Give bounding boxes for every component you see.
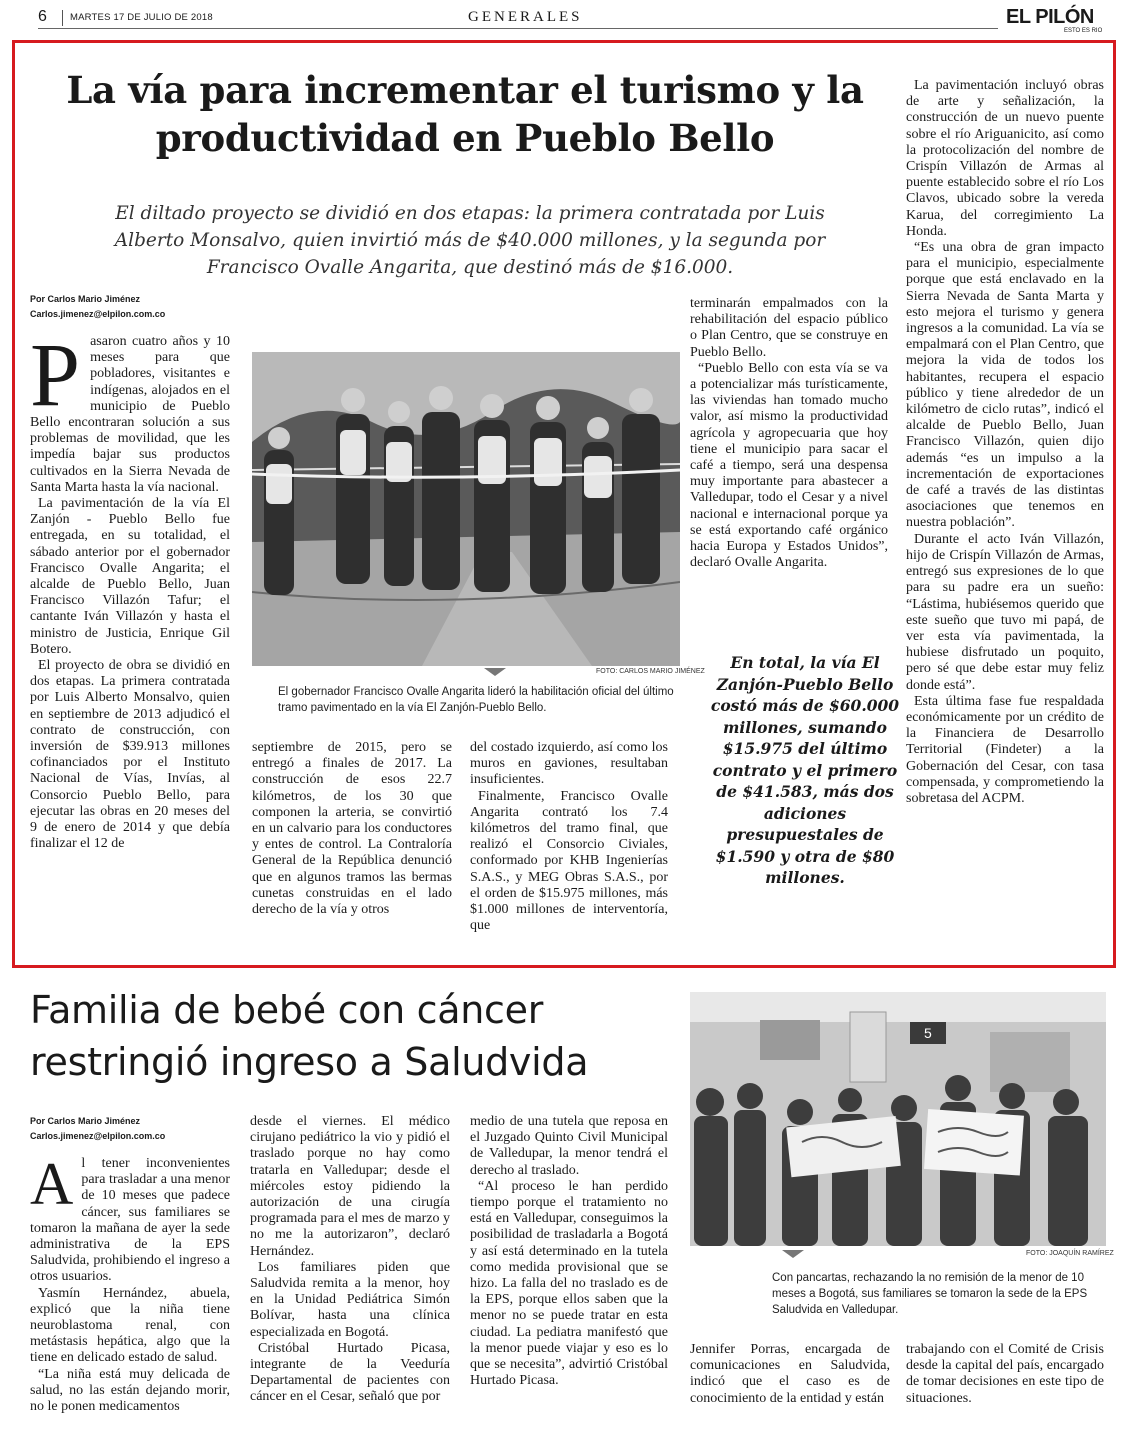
caption-line: El gobernador Francisco Ovalle Angarita lideró la habilitación oficial del último xyxy=(278,686,674,698)
ribbon-cutting-photo xyxy=(252,352,680,666)
paragraph: La pavimentación de la vía El Zanjón - Pueblo Bello fue entregada, en su totalidad, el sábado anterior por el gobernador Francisco Ovalle Angarita; el alcalde de Pueblo Bello, Juan Francisco Villazón Tafur; el cantante Iván Villazón y hasta el ministro de Justicia, Enrique Gil Botero. xyxy=(30,496,230,657)
byline-author: Por Carlos Mario Jiménez xyxy=(30,1116,141,1126)
paragraph: Los familiares piden que Saludvida remita a la menor, hoy en la Unidad Pediátrica Simón Bolívar, hasta una clínica especializada en Bogotá. xyxy=(250,1259,450,1340)
paragraph: La pavimentación incluyó obras de arte y señalización, la construcción de un nuevo puente sobre el río Ariguanicito, así como la protocolización del nombre de Crispín Villazón de Armas al puente establecido sobre el río Los Clavos, ubicado sobre la vereda Karua, del corregimiento La Honda. xyxy=(906,78,1104,239)
article-2-byline xyxy=(30,1114,165,1144)
caption-pointer-icon xyxy=(484,668,506,676)
paragraph: “La niña está muy delicada de salud, no las están dejando morir, no le ponen medicamentos xyxy=(30,1366,230,1415)
paragraph: “Al proceso le han perdido tiempo porque el tratamiento no está en Valledupar, conseguimos la posibilidad de trasladarla a Bogotá y así está determinado en la tutela como medida provisional que se hizo. La falla del no traslado es de la EPS, porque ellos saben que la menor no se puede tratar en esta ciudad. La pediatra manifestó que la menor puede viajar y eso es lo que se necesita”, advirtió Cristóbal Hurtado Picasa. xyxy=(470,1178,668,1389)
section-title: GENERALES xyxy=(468,9,583,25)
photo-illustration xyxy=(252,352,680,666)
article-2-column-1 xyxy=(30,1151,230,1415)
photo-2-caption xyxy=(772,1270,1102,1318)
logo-tagline: ESTO ES RIO xyxy=(1064,28,1103,34)
subtitle-line-2: Alberto Monsalvo, quien invirtió más de $40.000 millones, y la segunda por xyxy=(114,230,826,251)
caption-line: meses a Bogotá, sus familiares se tomaron la sede de la EPS xyxy=(772,1288,1088,1300)
paragraph: septiembre de 2015, pero se entregó a finales de 2017. La construcción de esos 22.7 kilómetros, de los 30 que componen la arteria, se convirtió en un calvario para los conductores y entes de control. La Contraloría General de la República denunció que en algunos tramos las bermas cunetas construidas en el lado derecho de la vía y otros xyxy=(252,740,452,918)
article-1-column-5 xyxy=(906,78,1104,807)
caption-line: Con pancartas, rechazando la no remisión de la menor de 10 xyxy=(772,1272,1084,1284)
edition-date: MARTES 17 DE JULIO DE 2018 xyxy=(70,12,213,23)
protest-photo xyxy=(690,992,1106,1246)
paragraph xyxy=(30,326,230,496)
subtitle-line-3: Francisco Ovalle Angarita, que destinó más de $16.000. xyxy=(206,257,734,278)
photo-2-credit: FOTO: JOAQUÍN RAMÍREZ xyxy=(1026,1250,1114,1257)
paragraph-text: l tener inconvenientes para trasladar a una menor de 10 meses que padece cáncer, sus familiares se tomaron la mañana de ayer la sede administrativa de la EPS Saludvida, prohibiendo el ingreso a otros usuarios. xyxy=(30,1156,230,1285)
article-1-headline xyxy=(30,66,900,162)
article-1-byline xyxy=(30,292,165,322)
byline-email[interactable]: Carlos.jimenez@elpilon.com.co xyxy=(30,1131,166,1141)
article-1-column-2 xyxy=(252,740,452,918)
paragraph: medio de una tutela que reposa en el Juzgado Quinto Civil Municipal de Valledupar, la menor tendrá el derecho al traslado. xyxy=(470,1114,668,1178)
photo-1-credit: FOTO: CARLOS MARIO JIMÉNEZ xyxy=(596,668,705,675)
headline-line-1: Familia de bebé con cáncer xyxy=(30,988,544,1032)
paragraph: El proyecto de obra se dividió en dos etapas. La primera contratada por Luis Alberto Monsalvo, quien en septiembre de 2013 adjudicó el contrato de construcción, con inversión de $39.913 millones cofinanciados por el Instituto Nacional de Vías, Invías, al Consorcio Pueblo Bello, para ejecutar las obras en 20 meses del 9 de enero de 2014 y que debía finalizar el 12 de xyxy=(30,658,230,852)
paragraph: terminarán empalmados con la rehabilitación del espacio público o Plan Centro, que se construye en Pueblo Bello. xyxy=(690,296,888,360)
byline-author: Por Carlos Mario Jiménez xyxy=(30,294,141,304)
article-2-column-2 xyxy=(250,1114,450,1406)
article-2-column-3 xyxy=(470,1114,668,1389)
caption-pointer-icon xyxy=(782,1250,804,1258)
drop-cap: A xyxy=(30,1151,74,1217)
paragraph: Yasmín Hernández, abuela, explicó que la niña tiene neuroblastoma renal, con metástasis hepática, algo que la tiene en delicado estado de salud. xyxy=(30,1285,230,1366)
headline-line-2: restringió ingreso a Saludvida xyxy=(30,1040,589,1084)
paragraph: Cristóbal Hurtado Picasa, integrante de la Veeduría Departamental de pacientes con cáncer en el Cesar, señaló que por xyxy=(250,1340,450,1405)
byline-email[interactable]: Carlos.jimenez@elpilon.com.co xyxy=(30,309,166,319)
photo-sign-number: 5 xyxy=(924,1025,932,1041)
article-1-pullquote: En total, la vía El Zanjón-Pueblo Bello costó más de $60.000 millones, sumando $15.975 del último contrato y el primero de $41.583, más dos adiciones presupuestales de $1.590 y otra de $80 millones. xyxy=(710,653,900,887)
paragraph: desde el viernes. El médico cirujano pediátrico la vio y pidió el traslado porque no hay como tratarla en Valledupar; desde el miércoles estoy pidiendo la autorización de una cirugía programada para el mes de marzo y no me la autorizaron”, declaró Hernández. xyxy=(250,1114,450,1259)
paragraph: del costado izquierdo, así como los muros en gaviones, resultaban insuficientes. xyxy=(470,740,668,788)
headline-line-1: La vía para incrementar el turismo y la xyxy=(66,68,864,112)
drop-cap: P xyxy=(30,326,81,425)
subtitle-line-1: El diltado proyecto se dividió en dos etapas: la primera contratada por Luis xyxy=(115,203,825,224)
paragraph: Jennifer Porras, encargada de comunicaciones en Saludvida, indicó que el caso es de conocimiento de la entidad y están xyxy=(690,1342,890,1406)
photo-illustration xyxy=(690,992,1106,1246)
headline-line-2: productividad en Pueblo Bello xyxy=(155,116,775,160)
header-rule xyxy=(38,28,998,29)
caption-line: tramo pavimentado en la vía El Zanjón-Pueblo Bello. xyxy=(278,702,547,714)
caption-line: Saludvida en Valledupar. xyxy=(772,1304,899,1316)
page-header xyxy=(0,0,1128,34)
article-2-column-5 xyxy=(906,1342,1104,1407)
paragraph-text: asaron cuatro años y 10 meses para que pobladores, visitantes e indígenas, alojados en el municipio de Pueblo Bello encontraran solución a sus problemas de movilidad, que les impedía bajar sus productos cultivados en la Sierra Nevada de Santa Marta hasta la vía nacional. xyxy=(30,334,230,495)
article-1-column-1 xyxy=(30,326,230,853)
paragraph: Durante el acto Iván Villazón, hijo de Crispín Villazón de Armas, entregó sus expresiones de lo que para su padre era un sueño: “Lástima, hubiésemos querido que este sueño que tuvo mi papá, de ver esta vía pavimentada, la hubiese disfrutado un poquito, pero sé que debe estar muy feliz donde está”. xyxy=(906,531,1104,693)
header-divider xyxy=(62,10,63,26)
newspaper-logo: EL PILÓN xyxy=(1006,6,1094,28)
paragraph: trabajando con el Comité de Crisis desde la capital del país, encargado de tomar decisiones en este tipo de situaciones. xyxy=(906,1342,1104,1406)
article-2-column-4 xyxy=(690,1342,890,1407)
paragraph xyxy=(30,1151,230,1286)
paragraph: “Pueblo Bello con esta vía se va a potencializar más turísticamente, las viviendas han tomado mucho valor, así mismo la productividad agrícola y agropecuaria que hoy tiene el municipio para sacar el café a tiempo, será una despensa muy importante para abastecer a Valledupar, todo el Cesar y a nivel nacional e internacional porque ya se está exportando café orgánico hacia Europa y Estados Unidos”, declaró Ovalle Angarita. xyxy=(690,360,888,571)
paragraph: Esta última fase fue respaldada económicamente por un crédito de la Financiera de Desarrollo Territorial (Findeter) a la Gobernación del Cesar, con tasa compensada, y comprometiendo la sobretasa del ACPM. xyxy=(906,693,1104,806)
article-1-subtitle xyxy=(60,200,880,281)
article-1-column-3 xyxy=(470,740,668,934)
article-1-column-4 xyxy=(690,296,888,571)
article-2-headline xyxy=(30,984,670,1088)
paragraph: “Es una obra de gran impacto para el municipio, especialmente porque que está enclavado en la Sierra Nevada de Santa Marta y esto mejora el turismo y genera ingresos a la comunidad. La vía se empalmará con el Plan Centro, que mejora la vida de todos los habitantes, recupera el espacio público y tiene alrededor de un kilómetro de ciclo rutas”, indicó el alcalde de Pueblo Bello, Juan Francisco Villazón, quien dijo además “es un impulso a la incrementación de exportaciones de café a través de las distintas asociaciones que tenemos en nuestra población”. xyxy=(906,240,1104,531)
paragraph: Finalmente, Francisco Ovalle Angarita contrató los 7.4 kilómetros del tramo final, que realizó el Consorcio Civiales, conformado por KHB Ingenierías S.A.S., y MEG Obras S.A.S., por el orden de $15.975 millones, más $1.000 millones de interventoría, que xyxy=(470,788,668,934)
page-number: 6 xyxy=(38,8,47,25)
photo-1-caption xyxy=(278,684,678,716)
